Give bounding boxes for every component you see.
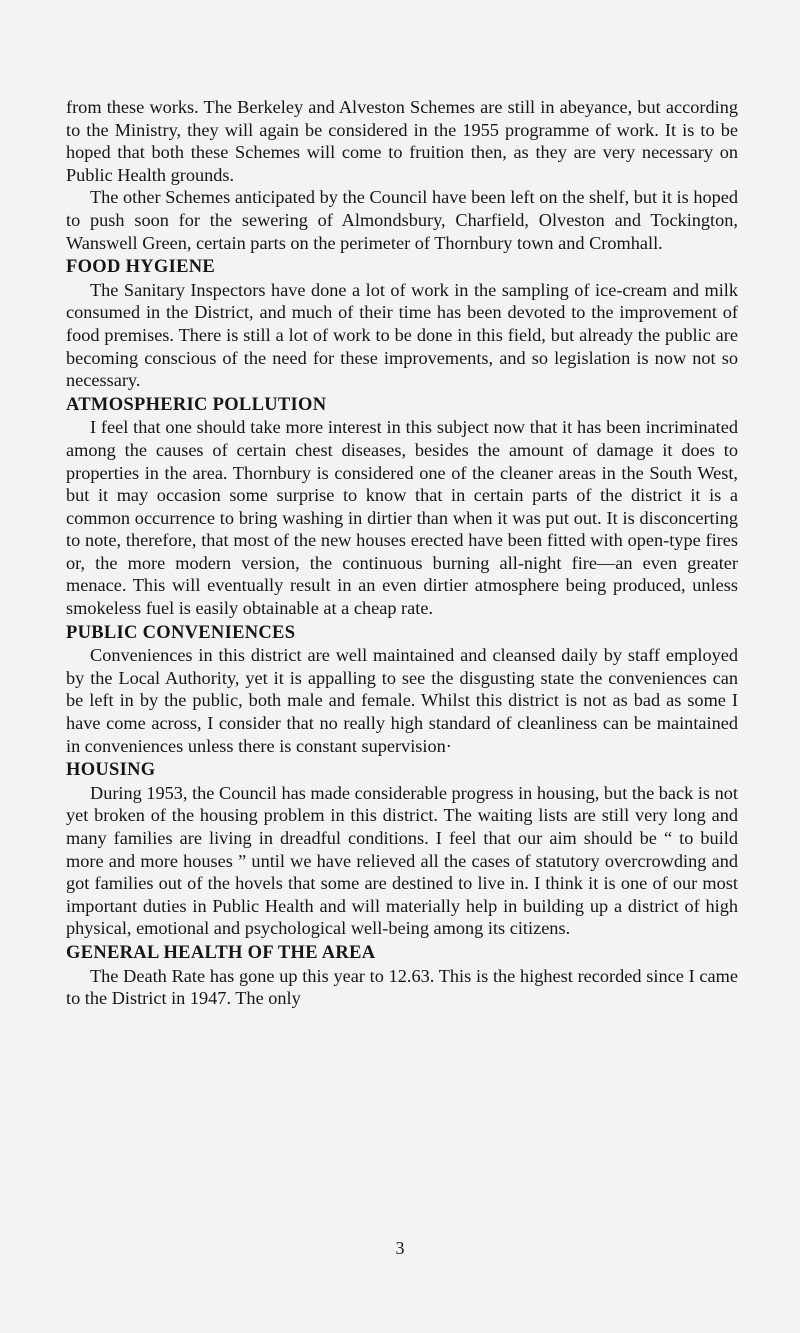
section-heading: GENERAL HEALTH OF THE AREA [66, 942, 376, 963]
section-body: I feel that one should take more interest in this subject now that it has been incriminated among the causes of certain chest diseases, besides the amount of damage it does to properties in the area. Thornbury is considered one of the cleaner areas in the South West, but it may occasion some surprise to know that in certain parts of the district it is a common occurrence to bring washing in dirtier than when it was put out. It is disconcerting to note, therefore, that most of the new houses erected have been fitted with open-type fires or, the more modern version, the continuous burning all-night fire—an even greater menace. This will eventually result in an even dirtier atmosphere being produced, unless smokeless fuel is easily obtainable at a cheap rate. [66, 417, 738, 619]
section-body: The Death Rate has gone up this year to 12.63. This is the highest recorded since I came to the District in 1947. The only [66, 965, 738, 1009]
section-heading: PUBLIC CONVENIENCES [66, 622, 296, 643]
section-heading: FOOD HYGIENE [66, 257, 216, 278]
section-housing [66, 759, 738, 940]
intro-paragraph-2: The other Schemes anticipated by the Council have been left on the shelf, but it is hoped to push soon for the sewering of Almondsbury, Charfield, Olveston and Tockington, Wanswell Green, certain parts on the perimeter of Thornbury town and Cromhall. [66, 187, 738, 253]
section-body: Conveniences in this district are well maintained and cleansed daily by staff employed by the Local Authority, yet it is appalling to see the disgusting state the conveniences can be left in by the public, both male and female. Whilst this district is not as bad as some I have come across, I consider that no really high standard of cleanliness can be maintained in conveniences unless there is constant supervision· [66, 645, 738, 756]
section-atmospheric-pollution [66, 394, 738, 620]
section-food-hygiene [66, 256, 738, 392]
section-heading: HOUSING [66, 760, 156, 781]
document-page [66, 96, 738, 1010]
section-body: The Sanitary Inspectors have done a lot of work in the sampling of ice-cream and milk consumed in the District, and much of their time has been devoted to the improvement of food premises. There is still a lot of work to be done in this field, but already the public are becoming conscious of the need for these improvements, and so legislation is now not so necessary. [66, 279, 738, 391]
section-body: During 1953, the Council has made considerable progress in housing, but the back is not yet broken of the housing problem in this district. The waiting lists are still very long and many families are living in dreadful conditions. I feel that our aim should be “ to build more and more houses ” until we have relieved all the cases of statutory overcrowding and got families out of the hovels that some are destined to live in. I think it is one of our most important duties in Public Health and will materially help in building up a district of high physical, emotional and psychological well-being among its citizens. [66, 782, 738, 939]
page-number: 3 [395, 1238, 405, 1258]
intro-paragraph-1: from these works. The Berkeley and Alveston Schemes are still in abeyance, but according to the Ministry, they will again be considered in the 1955 programme of work. It is to be hoped that both these Schemes will come to fruition then, as they are very necessary on Public Health grounds. [66, 97, 738, 185]
section-heading: ATMOSPHERIC POLLUTION [66, 394, 327, 415]
section-general-health [66, 942, 738, 1010]
section-public-conveniences [66, 622, 738, 758]
